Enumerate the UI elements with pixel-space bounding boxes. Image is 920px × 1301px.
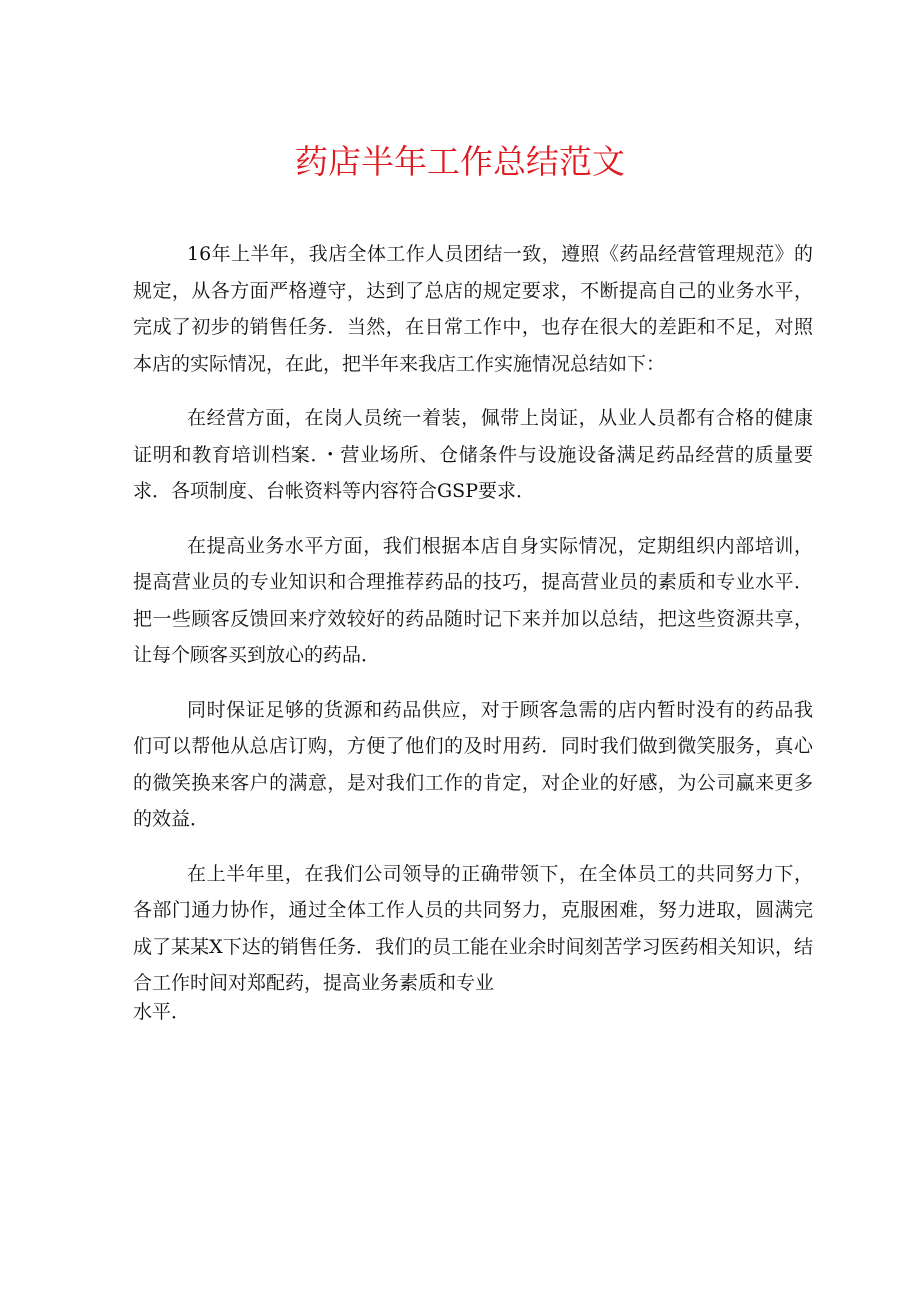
paragraph-2: 在经营方面，在岗人员统一着装，佩带上岗证，从业人员都有合格的健康证明和教育培训档案．・营业场所、仓储条件与设施设备满足药品经营的质量要求．各项制度、台帐资料等内容符合GSP要求．	[133, 407, 813, 502]
paragraph-5-tail: 水平．	[133, 1000, 191, 1023]
document-title: 药店半年工作总结范文	[295, 142, 625, 181]
paragraph-4: 同时保证足够的货源和药品供应，对于顾客急需的店内暂时没有的药品我们可以帮他从总店订购，方便了他们的及时用药．同时我们做到微笑服务，真心的微笑换来客户的满意，是对我们工作的肯定，对企业的好感，为公司赢来更多的效益．	[133, 698, 813, 830]
paragraph-3: 在提高业务水平方面，我们根据本店自身实际情况，定期组织内部培训，提高营业员的专业知识和合理推荐药品的技巧，提高营业员的素质和专业水平．把一些顾客反馈回来疗效较好的药品随时记下来并加以总结，把这些资源共享，让每个顾客买到放心的药品．	[133, 534, 813, 666]
paragraph-5: 在上半年里，在我们公司领导的正确带领下，在全体员工的共同努力下，各部门通力协作，通过全体工作人员的共同努力，克服困难，努力进取，圆满完成了某某X下达的销售任务．我们的员工能在业余时间刻苦学习医药相关知识，结合工作时间对郑配药，提高业务素质和专业	[133, 862, 813, 994]
paragraph-1: 16年上半年，我店全体工作人员团结一致，遵照《药品经营管理规范》的规定，从各方面严格遵守，达到了总店的规定要求，不断提高自己的业务水平，完成了初步的销售任务．当然，在日常工作中，也存在很大的差距和不足，对照本店的实际情况，在此，把半年来我店工作实施情况总结如下：	[133, 243, 813, 375]
document-body	[133, 236, 813, 1030]
